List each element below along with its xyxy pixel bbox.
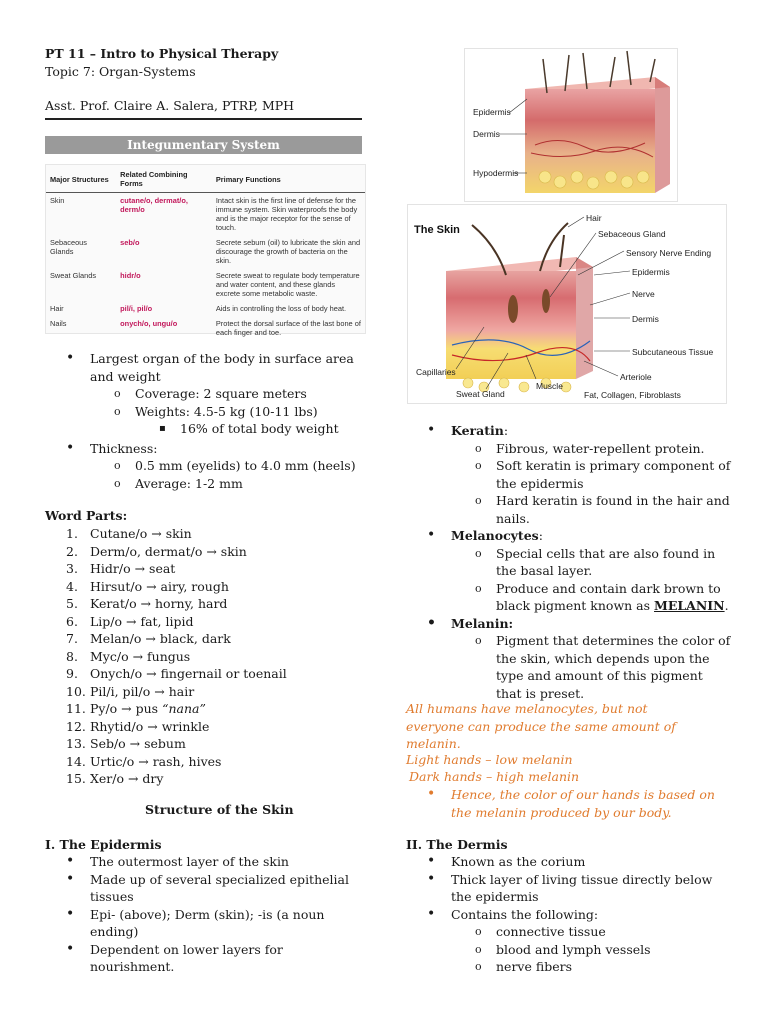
dermis-title: II. The Dermis — [406, 837, 508, 852]
cell-forms: cutane/o, dermat/o, derm/o — [120, 196, 188, 214]
hence-note — [451, 786, 716, 821]
fig2-label: Sweat Gland — [456, 389, 505, 399]
word-part-item — [66, 700, 360, 718]
cell-structure: Hair — [50, 304, 64, 313]
epidermis-title: I. The Epidermis — [45, 837, 162, 852]
fig2-label: Nerve — [632, 289, 655, 299]
word-part-text: Rhytid/o → wrinkle — [90, 718, 210, 734]
word-part-item — [66, 770, 360, 788]
dermis-list — [451, 853, 731, 976]
list-number: 14. — [66, 753, 86, 769]
word-part-text: Hirsut/o → airy, rough — [90, 578, 229, 594]
cell-structure: Skin — [50, 196, 65, 205]
cell-structure: Nails — [50, 319, 67, 328]
sub-bullet-item — [496, 580, 731, 615]
list-number: 11. — [66, 701, 86, 716]
word-part-text: Cutane/o → skin — [90, 526, 192, 541]
sub-bullet-item: o Soft keratin is primary component of the epidermis — [496, 457, 731, 492]
structure-title: Structure of the Skin — [145, 802, 294, 817]
word-part-item — [66, 753, 360, 771]
cell-function: Intact skin is the first line of defense for the immune system. Skin waterproofs the body and is the major receptor for the sense of touch. — [215, 196, 358, 232]
word-part-item — [66, 630, 360, 648]
bullet-item: • Largest organ of the body in surface area and weight — [90, 350, 360, 385]
table-header: Related Combining Forms — [116, 165, 212, 193]
keratin-label: Keratin — [451, 423, 504, 438]
author-line: Asst. Prof. Claire A. Salera, PTRP, MPH — [45, 98, 295, 113]
skin-anatomy-figure — [407, 204, 727, 404]
list-number: 10. — [66, 683, 86, 699]
list-number: 2. — [66, 543, 78, 559]
table-header: Major Structures — [46, 165, 116, 193]
table-row — [46, 301, 365, 316]
list-number: 9. — [66, 666, 78, 681]
sub-bullet-item: o Coverage: 2 square meters — [135, 385, 360, 403]
topic-title: Topic 7: Organ-Systems — [45, 64, 196, 79]
word-part-text: Onych/o → fingernail or toenail — [90, 666, 287, 681]
list-number: 4. — [66, 578, 78, 594]
fig2-label: Subcutaneous Tissue — [632, 347, 714, 357]
melanin-note: All humans have melanocytes, but not everyone can produce the same amount of melanin. — [406, 701, 676, 751]
word-part-text: Py/o → pus — [90, 701, 159, 716]
bullet-item: • Epi- (above); Derm (skin); -is (a noun ending) — [90, 906, 370, 941]
list-number: 15. — [66, 771, 86, 786]
cell-forms: pil/i, pil/o — [120, 304, 153, 313]
fig1-label: Hypodermis — [473, 168, 519, 178]
bullet-item: • The outermost layer of the skin — [90, 853, 370, 871]
sub-bullet-item: o Weights: 4.5-5 kg (10-11 lbs) — [135, 403, 360, 421]
cell-function: Aids in controlling the loss of body heat. — [215, 304, 347, 313]
list-number: 6. — [66, 613, 78, 629]
table-row — [46, 268, 365, 301]
table-header: Primary Functions — [212, 165, 365, 193]
word-part-item — [66, 718, 360, 736]
cell-forms: onych/o, ungu/o — [120, 319, 178, 328]
fig2-label: Muscle — [536, 381, 563, 391]
word-part-text: Melan/o → black, dark — [90, 631, 231, 646]
list-number: 1. — [66, 526, 78, 541]
course-title: PT 11 – Intro to Physical Therapy — [45, 46, 279, 61]
word-part-text: Seb/o → sebum — [90, 736, 186, 751]
word-part-item — [66, 595, 360, 613]
fig2-label: Dermis — [632, 314, 659, 324]
dark-hands-note: Dark hands – high melanin — [409, 769, 580, 784]
sub-sub-bullet-item: ▪ 16% of total body weight — [180, 420, 360, 438]
word-parts-title: Word Parts: — [45, 508, 128, 523]
skin-layers-illustration — [465, 49, 677, 201]
bullet-item: • Contains the following: — [451, 906, 731, 924]
keratin-colon: : — [503, 423, 509, 438]
cell-function: Secrete sebum (oil) to lubricate the skin and discourage the growth of bacteria on the skin. — [215, 238, 361, 265]
bullet-item: • Thickness: — [90, 440, 360, 458]
skin-layers-figure — [464, 48, 678, 202]
fig2-label: Capillaries — [416, 367, 456, 377]
cell-function: Protect the dorsal surface of the last bone of each finger and toe. — [215, 319, 361, 337]
fig1-label: Dermis — [473, 129, 500, 139]
word-part-item — [66, 613, 360, 631]
fig2-label: Hair — [586, 213, 602, 223]
bullet-item: • Thick layer of living tissue directly below the epidermis — [451, 871, 731, 906]
sub-bullet-item: o Pigment that determines the color of the skin, which depends upon the type and amount of this pigment that is preset. — [496, 632, 731, 702]
word-part-item — [66, 543, 360, 561]
fig2-label: Sebaceous Gland — [598, 229, 666, 239]
word-part-item — [66, 525, 360, 543]
word-part-text: Kerat/o → horny, hard — [90, 596, 228, 611]
cell-structure: Sebaceous Glands — [50, 238, 87, 256]
hence-bullet: • Hence, the color of our hands is based on the melanin produced by our body. — [451, 786, 716, 821]
word-part-text: Pil/i, pil/o → hair — [90, 683, 195, 699]
word-part-item — [66, 683, 360, 701]
fig2-title: The Skin — [414, 224, 460, 236]
cell-structure: Sweat Glands — [50, 271, 97, 280]
header-rule — [45, 118, 362, 120]
list-number: 12. — [66, 718, 86, 734]
table-row — [46, 235, 365, 268]
word-part-text: Xer/o → dry — [90, 771, 164, 786]
size-bullets — [90, 350, 360, 492]
sub-bullet-item: o Average: 1-2 mm — [135, 475, 360, 493]
melanin-produce-text: Produce and contain dark brown to black pigment known as — [496, 580, 721, 613]
fig2-label: Arteriole — [620, 372, 652, 382]
melanin-bullet: • Melanin: — [451, 615, 731, 633]
melanin-emphasis: MELANIN — [654, 598, 725, 613]
word-part-item — [66, 665, 360, 683]
word-part-text: Hidr/o → seat — [90, 561, 176, 576]
keratin-bullet — [451, 422, 731, 440]
period: . — [724, 598, 729, 613]
sub-bullet-item: o Special cells that are also found in the basal layer. — [496, 545, 731, 580]
word-part-text: Urtic/o → rash, hives — [90, 753, 222, 769]
right-column — [451, 422, 731, 702]
section-banner: Integumentary System — [45, 136, 362, 154]
fig1-label: Epidermis — [473, 107, 511, 117]
cell-forms: seb/o — [120, 238, 140, 247]
word-part-text: Derm/o, dermat/o → skin — [90, 543, 247, 559]
bullet-item: • Made up of several specialized epithelial tissues — [90, 871, 370, 906]
melanocytes-bullet — [451, 527, 731, 545]
word-part-text: Lip/o → fat, lipid — [90, 613, 194, 629]
word-parts-list — [66, 525, 360, 788]
cell-function: Secrete sweat to regulate body temperature and water content, and these glands excrete some metabolic waste. — [215, 271, 360, 298]
fig2-label: Sensory Nerve Ending — [626, 248, 712, 258]
cell-forms: hidr/o — [120, 271, 141, 280]
skin-anatomy-illustration — [408, 205, 726, 403]
structures-table — [45, 164, 366, 337]
word-part-text: Myc/o → fungus — [90, 648, 191, 664]
list-number: 5. — [66, 596, 78, 611]
fig2-label: Epidermis — [632, 267, 670, 277]
sub-bullet-item: o Hard keratin is found in the hair and nails. — [496, 492, 731, 527]
light-hands-note: Light hands – low melanin — [406, 752, 573, 767]
word-part-item — [66, 648, 360, 666]
bullet-item: • Dependent on lower layers for nourishment. — [90, 941, 370, 976]
melanocytes-colon: : — [538, 528, 543, 543]
sub-bullet-item: o connective tissue — [496, 923, 731, 941]
word-part-item — [66, 560, 360, 578]
list-number: 3. — [66, 561, 78, 576]
list-number: 13. — [66, 736, 86, 751]
word-part-item — [66, 578, 360, 596]
list-number: 8. — [66, 648, 78, 664]
sub-bullet-item: o Fibrous, water-repellent protein. — [496, 440, 731, 458]
table-row — [46, 316, 365, 340]
list-number: 7. — [66, 631, 78, 646]
sub-bullet-item: o 0.5 mm (eyelids) to 4.0 mm (heels) — [135, 457, 360, 475]
sub-bullet-item: o nerve fibers — [496, 958, 731, 976]
epidermis-list — [90, 853, 370, 976]
bullet-item: • Known as the corium — [451, 853, 731, 871]
word-part-item — [66, 735, 360, 753]
sub-bullet-item: o blood and lymph vessels — [496, 941, 731, 959]
melanocytes-label: Melanocytes — [451, 528, 539, 543]
fig2-label: Fat, Collagen, Fibroblasts — [584, 390, 681, 400]
table-row — [46, 193, 365, 236]
word-part-note: “nana” — [162, 701, 206, 716]
